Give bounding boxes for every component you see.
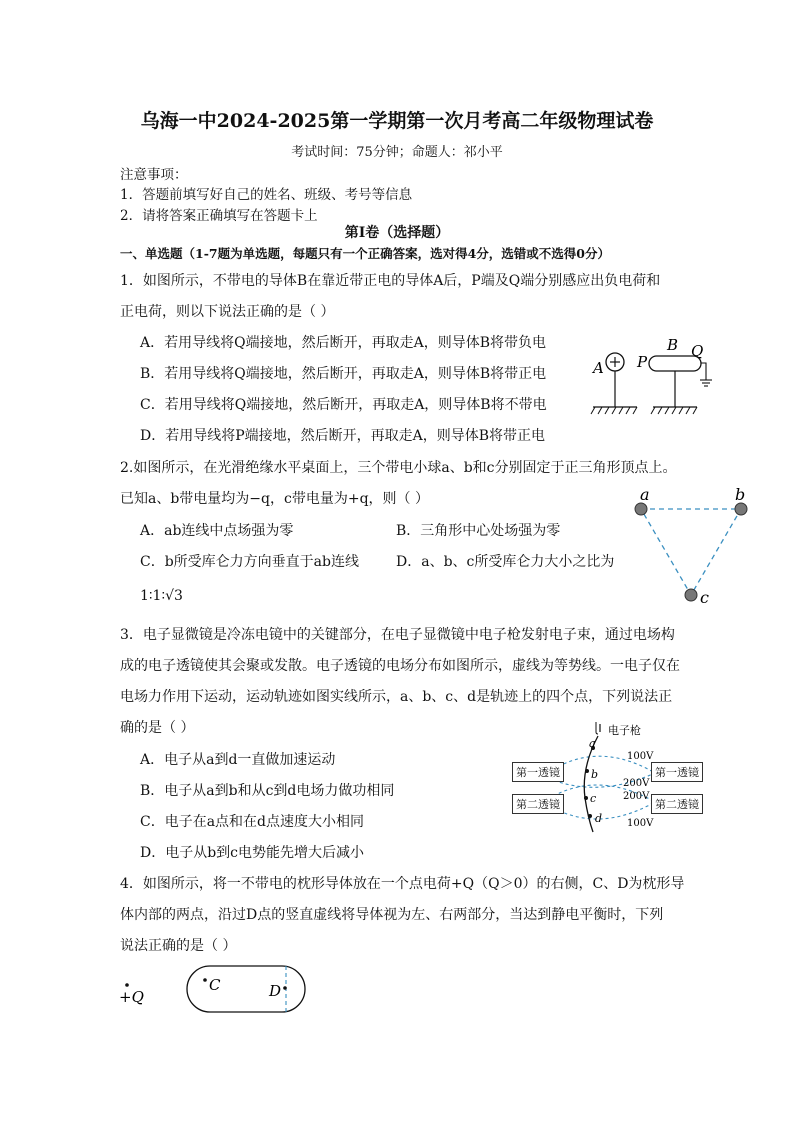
charge-label: +Q (119, 988, 144, 1006)
q2-stem: 已知a、b带电量均为−q，c带电量为+q，则（ ） (120, 491, 429, 507)
q4-stem: 体内部的两点，沿过D点的竖直虚线将导体视为左、右两部分，当达到静电平衡时，下列 (120, 907, 664, 923)
label-a: a (640, 485, 650, 504)
q3-option-c: C．电子在a点和在d点速度大小相同 (140, 814, 365, 830)
potential-label: 100V (627, 751, 654, 762)
note-item: 2．请将答案正确填写在答题卡上 (120, 208, 318, 224)
lens-box: 第二透镜 (651, 794, 703, 814)
q2-stem: 2.如图所示，在光滑绝缘水平桌面上，三个带电小球a、b和c分别固定于正三角形顶点上。 (120, 460, 677, 476)
q3-option-d: D．电子从b到c电势能先增大后减小 (140, 845, 365, 861)
q3-option-a: A．电子从a到d一直做加速运动 (140, 752, 336, 768)
q4-stem: 4．如图所示，将一不带电的枕形导体放在一个点电荷+Q（Q＞0）的右侧，C、D为枕形导 (120, 876, 685, 892)
point-a: a (589, 737, 596, 750)
part-title: 第I卷（选择题） (344, 225, 450, 241)
q3-stem: 3．电子显微镜是冷冻电镜中的关键部分，在电子显微镜中电子枪发射电子束，通过电场构 (120, 627, 675, 643)
page-title: 乌海一中2024-2025第一学期第一次月考高二年级物理试卷 (140, 110, 654, 132)
label-b: B (667, 336, 679, 354)
label-q: Q (691, 342, 704, 360)
point-d: D (269, 982, 282, 1000)
point-c: c (590, 792, 597, 805)
q4-conductor-figure (115, 960, 315, 1018)
q1-stem: 1．如图所示，不带电的导体B在靠近带正电的导体A后，P端及Q端分别感应出负电荷和 (120, 273, 661, 289)
label-a: A (593, 359, 604, 377)
q2-option-a: A．ab连线中点场强为零 (140, 523, 294, 539)
q3-stem: 成的电子透镜使其会聚或发散。电子透镜的电场分布如图所示，虚线为等势线。一电子仅在 (120, 658, 680, 674)
label-c: c (700, 588, 709, 607)
lens-box: 第一透镜 (651, 762, 703, 782)
q1-option-c: C．若用导线将Q端接地，然后断开，再取走A，则导体B将不带电 (140, 397, 547, 413)
q4-stem: 说法正确的是（ ） (120, 938, 237, 954)
lens-box: 第一透镜 (512, 762, 564, 782)
point-c: C (209, 976, 221, 994)
potential-label: 100V (627, 818, 654, 829)
q1-stem: 正电荷，则以下说法正确的是（ ） (120, 304, 335, 320)
lens-box: 第二透镜 (512, 794, 564, 814)
q1-option-a: A．若用导线将Q端接地，然后断开，再取走A，则导体B将带负电 (140, 335, 546, 351)
label-b: b (735, 485, 746, 504)
potential-label: 200V (623, 778, 650, 789)
q3-option-b: B．电子从a到b和从c到d电场力做功相同 (140, 783, 395, 799)
note-item: 1．答题前填写好自己的姓名、班级、考号等信息 (120, 187, 413, 203)
q2-triangle-figure (625, 485, 760, 610)
point-d: d (595, 812, 603, 825)
electron-gun-label: 电子枪 (608, 724, 641, 737)
label-p: P (637, 353, 648, 371)
q3-stem: 确的是（ ） (120, 720, 195, 736)
q3-stem: 电场力作用下运动，运动轨迹如图实线所示，a、b、c、d是轨迹上的四个点，下列说法正 (120, 689, 673, 705)
section-heading: 一、单选题（1-7题为单选题，每题只有一个正确答案，选对得4分，选错或不选得0分） (120, 246, 610, 261)
exam-info: 考试时间：75分钟；命题人：祁小平 (291, 145, 503, 160)
q1-figure (585, 330, 735, 420)
q1-option-b: B．若用导线将Q端接地，然后断开，再取走A，则导体B将带正电 (140, 366, 547, 382)
q3-lens-figure (505, 718, 715, 838)
notes-heading: 注意事项： (120, 167, 188, 183)
q1-option-d: D．若用导线将P端接地，然后断开，再取走A，则导体B将带正电 (140, 428, 546, 444)
q2-option-d: D．a、b、c所受库仑力大小之比为 (396, 554, 615, 570)
potential-label: 200V (623, 791, 650, 802)
q2-ratio: 1∶1∶√3 (140, 588, 183, 604)
q2-option-c: C．b所受库仑力方向垂直于ab连线 (140, 554, 359, 570)
point-b: b (591, 768, 599, 781)
q2-option-b: B．三角形中心处场强为零 (396, 523, 561, 539)
